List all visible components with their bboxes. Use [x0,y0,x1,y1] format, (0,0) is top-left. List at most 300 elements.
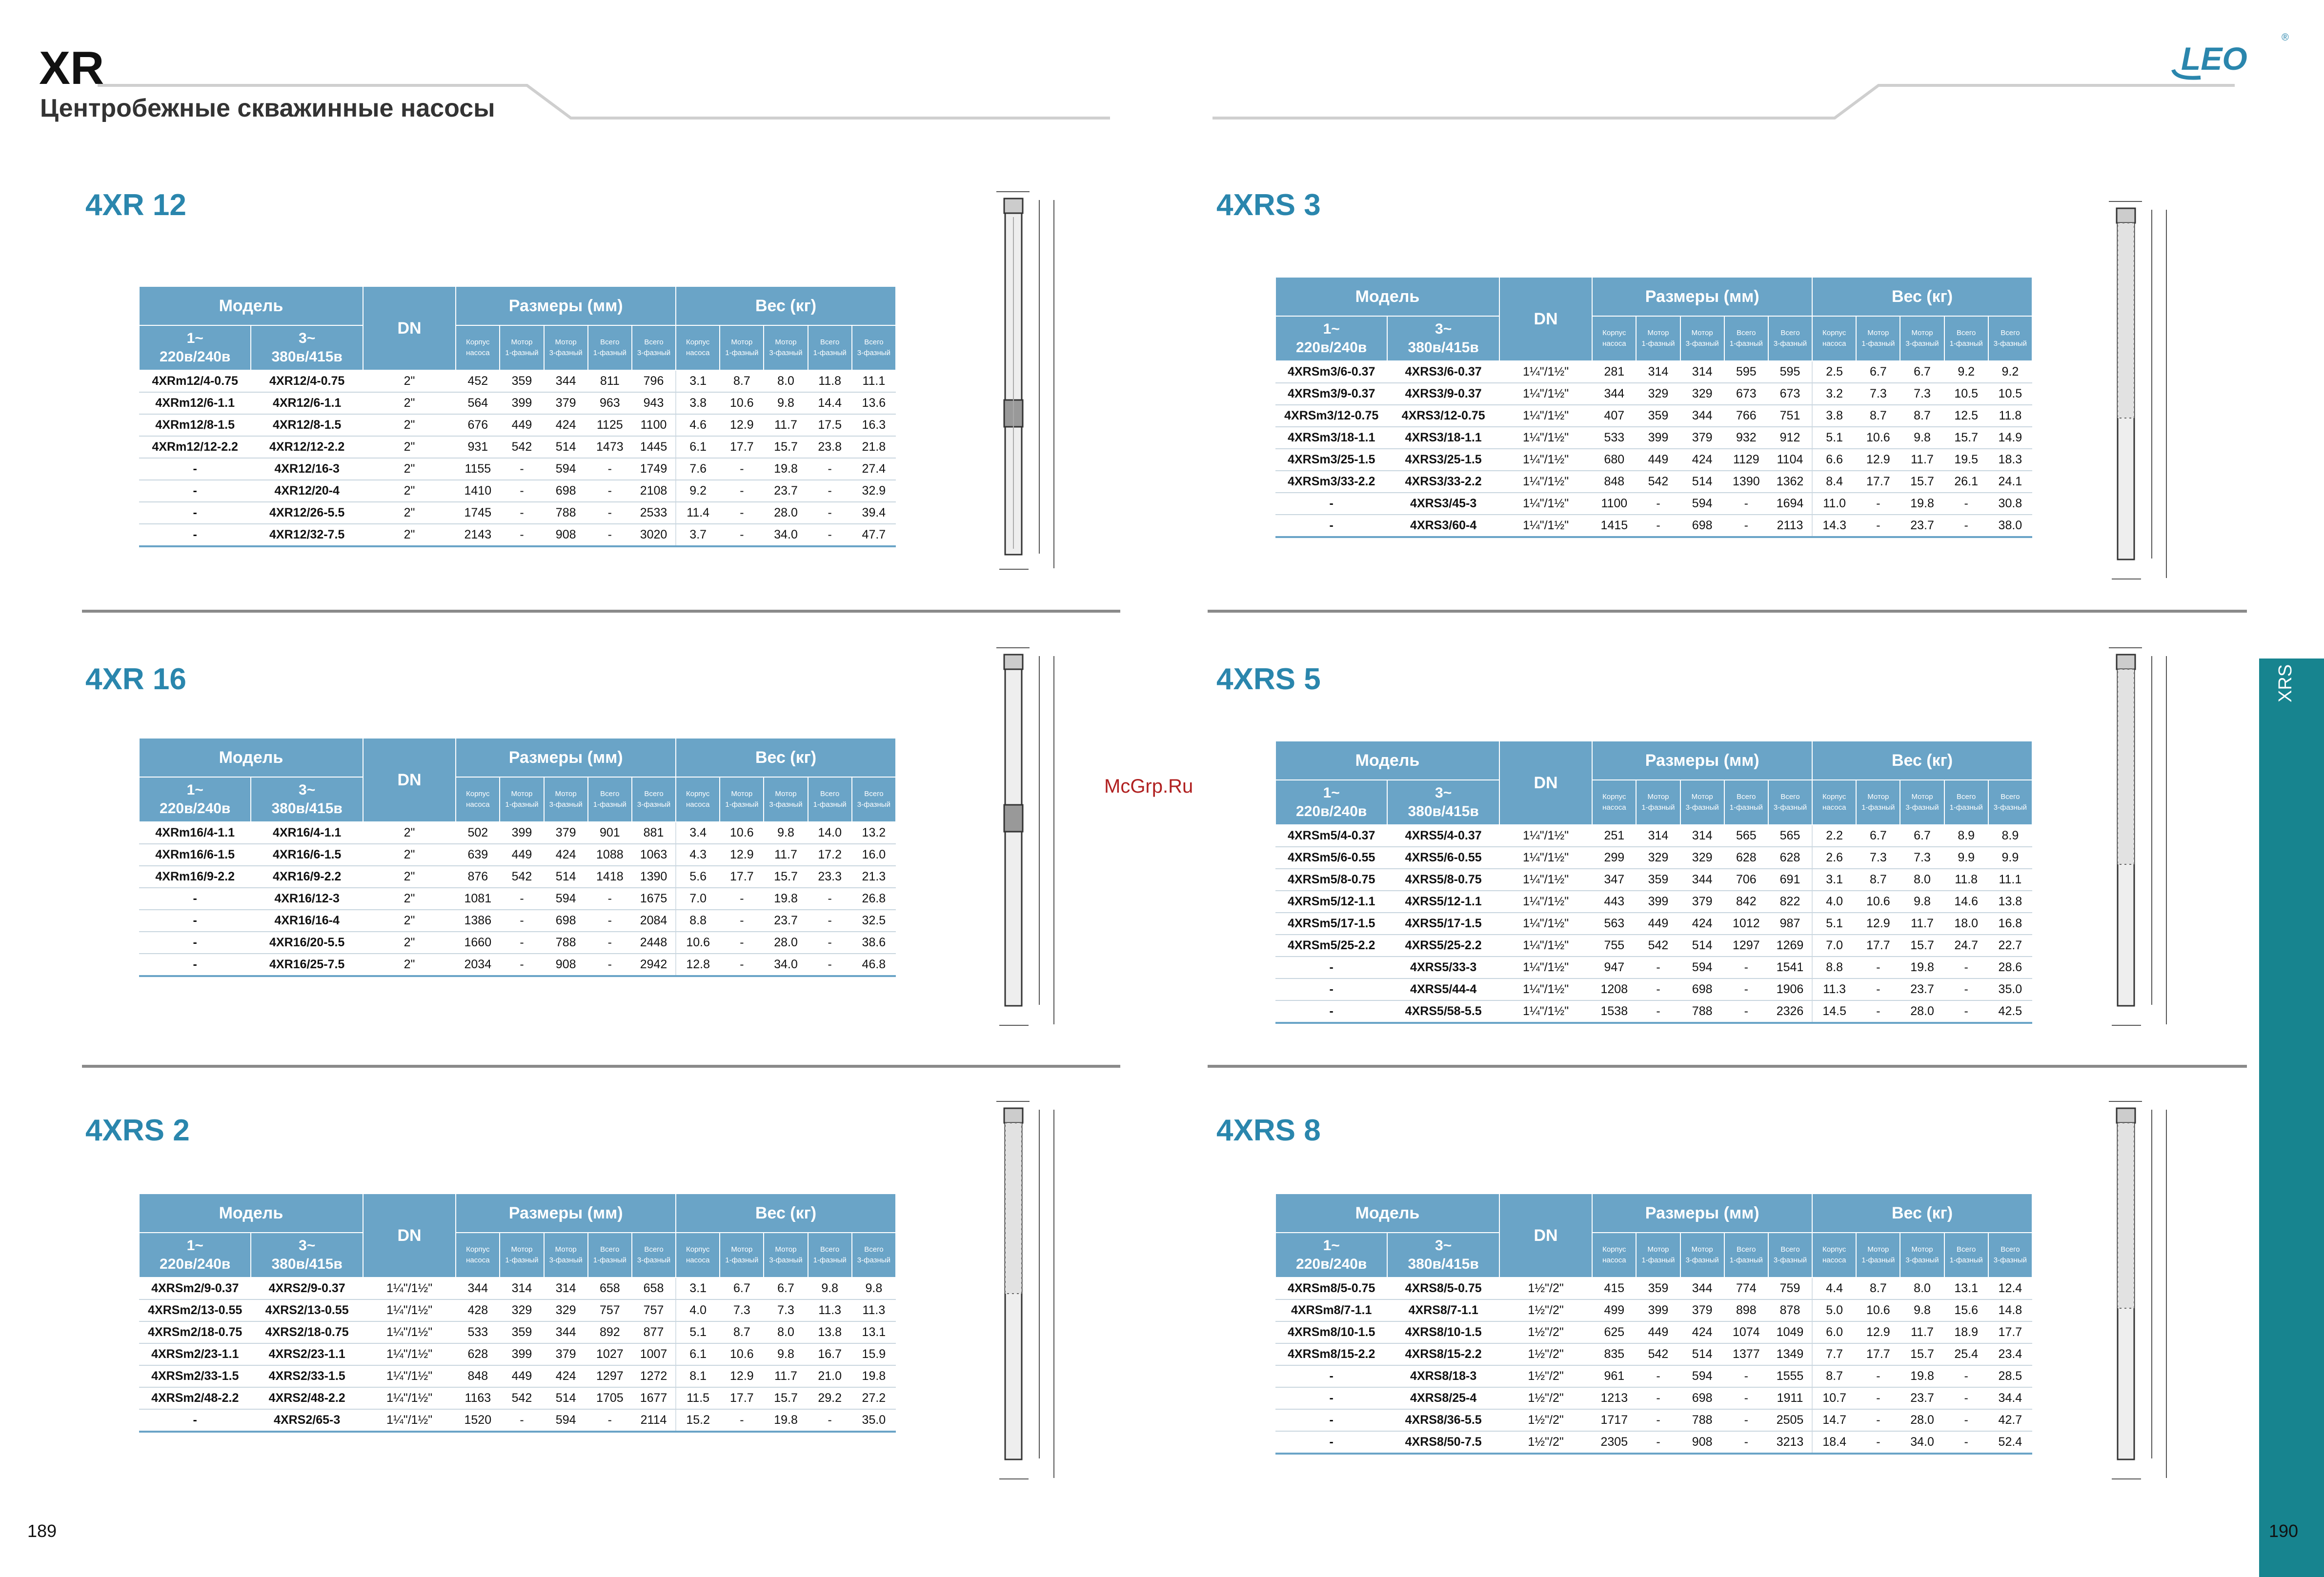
table-cell: 8.7 [1856,405,1900,427]
table-cell: 908 [544,954,588,976]
table-cell: 625 [1592,1321,1636,1343]
table-cell: 1208 [1592,978,1636,1000]
table-cell: 698 [1680,1387,1724,1409]
table-row [1275,493,2032,515]
table-cell: 1677 [632,1387,676,1409]
table-cell: 4XRS3/45-3 [1387,493,1499,515]
table-cell: 4XR12/6-1.1 [251,392,363,414]
header-subcolumn: Всего 3-фазный [1988,1233,2032,1278]
table-cell: - [500,888,544,910]
header-three-phase: 3~ 380в/415в [251,1233,363,1278]
table-row [139,436,896,458]
table-cell: 424 [1680,913,1724,935]
header-subcolumn: Корпус насоса [456,1233,500,1278]
table-cell: 8.7 [1856,869,1900,891]
table-cell: - [808,910,852,932]
table-cell: 28.5 [1988,1365,2032,1387]
table-cell: 4XRS8/10-1.5 [1387,1321,1499,1343]
table-cell: 514 [544,1387,588,1409]
table-cell: 11.8 [1944,869,1988,891]
svg-text:®: ® [2282,32,2289,43]
header-sizes: Размеры (мм) [456,738,676,777]
table-cell: 1049 [1768,1321,1812,1343]
table-cell: 24.1 [1988,471,2032,493]
table-row [1275,935,2032,957]
header-sizes: Размеры (мм) [1592,277,1812,316]
table-cell: 12.9 [720,414,764,436]
table-cell: 13.8 [1988,891,2032,913]
table-cell: 9.9 [1988,847,2032,869]
table-cell: 12.9 [720,1365,764,1387]
header-subcolumn: Всего 1-фазный [588,325,632,370]
table-row [139,954,896,976]
table-cell: 18.0 [1944,913,1988,935]
header-subcolumn: Всего 3-фазный [1988,316,2032,361]
table-row [139,1387,896,1409]
series-title: XR [39,42,104,94]
table-cell: 1½"/2" [1499,1409,1592,1431]
table-cell: 4XR16/20-5.5 [251,932,363,954]
table-cell: 449 [500,414,544,436]
table-cell: 1088 [588,844,632,866]
table-cell: 542 [1636,471,1680,493]
table-cell: 4XRSm2/33-1.5 [139,1365,251,1387]
section-title-4xr12: 4XR 12 [85,188,186,222]
table-cell: 34.4 [1988,1387,2032,1409]
table-cell: 443 [1592,891,1636,913]
table-cell: 1386 [456,910,500,932]
table-cell: 4XRS2/9-0.37 [251,1278,363,1299]
table-cell: 8.7 [720,1321,764,1343]
spec-table-4xrs2 [139,1193,896,1433]
table-cell: 5.1 [676,1321,720,1343]
table-cell: 359 [1636,869,1680,891]
table-cell: 912 [1768,427,1812,449]
table-cell: 4XRm12/6-1.1 [139,392,251,414]
leo-logo [2166,27,2298,85]
table-cell: 7.3 [1900,383,1944,405]
header-model: Модель [1275,1194,1499,1233]
table-cell: - [808,480,852,502]
table-cell: 4XR12/32-7.5 [251,524,363,546]
table-cell: 379 [1680,427,1724,449]
table-cell: 706 [1724,869,1768,891]
table-cell: 9.8 [1900,891,1944,913]
header-subcolumn: Мотор 3-фазный [544,1233,588,1278]
table-cell: - [139,954,251,976]
header-subcolumn: Всего 1-фазный [1724,1233,1768,1278]
header-subcolumn: Мотор 3-фазный [764,1233,808,1278]
table-cell: 7.0 [676,888,720,910]
header-rule-right [1205,73,2303,122]
table-cell: 424 [1680,1321,1724,1343]
table-row [1275,361,2032,383]
table-cell: 18.4 [1812,1431,1856,1454]
table-cell: 1717 [1592,1409,1636,1431]
table-cell: 7.3 [1900,847,1944,869]
table-cell: 10.6 [676,932,720,954]
header-subcolumn: Всего 1-фазный [808,1233,852,1278]
header-subcolumn: Всего 3-фазный [852,325,896,370]
logo-text: LEO [2181,40,2247,77]
table-cell: 6.7 [1900,361,1944,383]
header-sizes: Размеры (мм) [1592,741,1812,780]
table-cell: - [720,1409,764,1432]
table-cell: 415 [1592,1278,1636,1299]
table-cell: 1520 [456,1409,500,1432]
table-cell: 8.0 [1900,1278,1944,1299]
table-cell: - [808,524,852,546]
table-cell: 822 [1768,891,1812,913]
header-model: Модель [1275,277,1499,316]
table-cell: - [1724,978,1768,1000]
table-cell: 4XRS8/7-1.1 [1387,1299,1499,1321]
table-cell: - [808,932,852,954]
table-cell: 15.7 [764,1387,808,1409]
table-row [139,866,896,888]
table-cell: 1½"/2" [1499,1278,1592,1299]
section-divider [1208,1065,2247,1068]
header-weight: Вес (кг) [676,286,896,325]
table-cell: 47.7 [852,524,896,546]
table-cell: 16.7 [808,1343,852,1365]
table-cell: 344 [456,1278,500,1299]
pump-drawing [2098,644,2181,1034]
table-cell: - [500,502,544,524]
table-cell: 28.0 [764,932,808,954]
header-dn: DN [363,1194,456,1278]
table-cell: 1¼"/1½" [1499,493,1592,515]
header-subcolumn: Всего 3-фазный [632,1233,676,1278]
table-cell: 2533 [632,502,676,524]
table-cell: 2034 [456,954,500,976]
table-cell: 892 [588,1321,632,1343]
table-cell: - [720,954,764,976]
table-row [1275,471,2032,493]
page-number-right: 190 [2269,1521,2299,1541]
table-cell: 18.9 [1944,1321,1988,1343]
table-cell: 7.3 [1856,383,1900,405]
table-cell: 1074 [1724,1321,1768,1343]
table-cell: 1¼"/1½" [1499,957,1592,978]
table-cell: 12.4 [1988,1278,2032,1299]
table-cell: 680 [1592,449,1636,471]
table-cell: 13.1 [852,1321,896,1343]
table-cell: - [1724,1431,1768,1454]
table-cell: 52.4 [1988,1431,2032,1454]
table-cell: 514 [544,436,588,458]
table-cell: 6.7 [1900,825,1944,847]
table-cell: 13.2 [852,822,896,844]
table-cell: 28.0 [1900,1409,1944,1431]
table-cell: 4XRS8/5-0.75 [1387,1278,1499,1299]
header-dn: DN [363,738,456,822]
table-cell: 4XRS3/18-1.1 [1387,427,1499,449]
header-subcolumn: Мотор 1-фазный [500,777,544,822]
table-cell: 11.3 [808,1299,852,1321]
table-cell: - [139,502,251,524]
table-cell: - [1724,515,1768,537]
header-subcolumn: Всего 3-фазный [852,777,896,822]
table-cell: 12.9 [1856,1321,1900,1343]
table-cell: 21.3 [852,866,896,888]
table-cell: 2942 [632,954,676,976]
table-cell: 4XRSm5/6-0.55 [1275,847,1387,869]
table-cell: 359 [1636,405,1680,427]
table-cell: 6.1 [676,1343,720,1365]
table-cell: 788 [544,932,588,954]
table-cell: - [1724,1365,1768,1387]
table-cell: 399 [1636,891,1680,913]
table-row [139,458,896,480]
table-cell: 399 [500,392,544,414]
table-cell: 514 [544,866,588,888]
header-subcolumn: Всего 1-фазный [1724,780,1768,825]
table-cell: 3.8 [676,392,720,414]
table-cell: 628 [1768,847,1812,869]
table-cell: 565 [1768,825,1812,847]
table-cell: 11.1 [852,370,896,392]
table-cell: - [1856,978,1900,1000]
table-cell: 17.7 [720,1387,764,1409]
table-row [1275,383,2032,405]
table-cell: 314 [1636,361,1680,383]
table-cell: 4XRS3/9-0.37 [1387,383,1499,405]
table-row [1275,891,2032,913]
table-cell: 1349 [1768,1343,1812,1365]
table-row [1275,978,2032,1000]
table-cell: - [808,502,852,524]
table-cell: 9.8 [764,392,808,414]
header-weight: Вес (кг) [1812,741,2032,780]
table-cell: 4XRm12/8-1.5 [139,414,251,436]
table-cell: - [588,1409,632,1432]
table-cell: 1063 [632,844,676,866]
table-cell: 15.7 [764,436,808,458]
table-cell: - [1636,493,1680,515]
table-cell: 4XRS5/6-0.55 [1387,847,1499,869]
watermark: McGrp.Ru [1104,776,1193,797]
table-cell: 4XRSm8/7-1.1 [1275,1299,1387,1321]
header-subcolumn: Мотор 3-фазный [1900,316,1944,361]
table-cell: 932 [1724,427,1768,449]
header-subcolumn: Мотор 3-фазный [544,777,588,822]
table-cell: 424 [1680,449,1724,471]
table-cell: 1473 [588,436,632,458]
table-cell: 2" [363,370,456,392]
table-cell: 1377 [1724,1343,1768,1365]
table-cell: 13.6 [852,392,896,414]
spec-table-4xrs8 [1275,1193,2033,1455]
table-cell: 961 [1592,1365,1636,1387]
table-row [139,370,896,392]
table-cell: 23.7 [1900,515,1944,537]
table-cell: 16.0 [852,844,896,866]
table-cell: 1675 [632,888,676,910]
table-cell: 1269 [1768,935,1812,957]
table-cell: 4XRSm5/25-2.2 [1275,935,1387,957]
table-cell: 14.7 [1812,1409,1856,1431]
table-cell: 4XRSm8/10-1.5 [1275,1321,1387,1343]
header-single-phase: 1~ 220в/240в [1275,316,1387,361]
table-cell: 9.2 [1988,361,2032,383]
table-cell: 533 [1592,427,1636,449]
table-cell: 533 [456,1321,500,1343]
table-cell: 15.2 [676,1409,720,1432]
table-cell: - [139,1409,251,1432]
table-cell: 329 [1636,383,1680,405]
table-cell: 9.2 [676,480,720,502]
header-subcolumn: Мотор 1-фазный [500,1233,544,1278]
table-cell: 2" [363,458,456,480]
header-subcolumn: Всего 1-фазный [588,777,632,822]
table-cell: 329 [1636,847,1680,869]
table-cell: 28.0 [764,502,808,524]
header-subcolumn: Мотор 1-фазный [1636,316,1680,361]
table-cell: 15.9 [852,1343,896,1365]
table-cell: 38.6 [852,932,896,954]
table-cell: 299 [1592,847,1636,869]
table-cell: - [500,954,544,976]
table-cell: 8.7 [1900,405,1944,427]
table-cell: 30.8 [1988,493,2032,515]
table-cell: 766 [1724,405,1768,427]
table-cell: 21.8 [852,436,896,458]
table-cell: 18.3 [1988,449,2032,471]
table-cell: 6.7 [720,1278,764,1299]
table-row [1275,1278,2032,1299]
table-cell: 6.0 [1812,1321,1856,1343]
table-cell: 751 [1768,405,1812,427]
table-cell: 34.0 [1900,1431,1944,1454]
series-side-tab [2259,659,2324,1577]
table-cell: - [1856,1387,1900,1409]
table-cell: 379 [544,822,588,844]
table-cell: 15.7 [1900,1343,1944,1365]
table-cell: 1¼"/1½" [1499,978,1592,1000]
table-cell: 15.7 [1900,935,1944,957]
table-cell: 11.7 [764,844,808,866]
table-row [1275,1431,2032,1454]
table-cell: 10.6 [720,1343,764,1365]
table-cell: 4XRm12/4-0.75 [139,370,251,392]
table-cell: 17.7 [1856,935,1900,957]
table-cell: 19.5 [1944,449,1988,471]
header-subcolumn: Мотор 1-фазный [1856,780,1900,825]
table-cell: 27.2 [852,1387,896,1409]
header-subcolumn: Всего 1-фазный [588,1233,632,1278]
table-cell: 35.0 [852,1409,896,1432]
header-subcolumn: Всего 3-фазный [1768,780,1812,825]
header-subcolumn: Мотор 1-фазный [720,325,764,370]
table-cell: 1705 [588,1387,632,1409]
table-cell: - [1724,957,1768,978]
table-cell: 3.7 [676,524,720,546]
table-cell: 19.8 [1900,1365,1944,1387]
table-cell: 3020 [632,524,676,546]
table-cell: 17.2 [808,844,852,866]
table-cell: 1¼"/1½" [363,1387,456,1409]
table-cell: 1¼"/1½" [1499,1000,1592,1023]
table-cell: 1¼"/1½" [363,1343,456,1365]
table-cell: 314 [1636,825,1680,847]
table-cell: 329 [1680,383,1724,405]
table-cell: 4XRS3/33-2.2 [1387,471,1499,493]
table-cell: 3.2 [1812,383,1856,405]
table-cell: 514 [1680,935,1724,957]
table-cell: 12.9 [1856,449,1900,471]
table-cell: 1½"/2" [1499,1343,1592,1365]
table-cell: - [1275,1409,1387,1431]
side-tab-label: XRS [2275,664,2296,702]
table-cell: 4XRSm3/18-1.1 [1275,427,1387,449]
table-row [139,524,896,546]
header-subcolumn: Всего 1-фазный [1944,780,1988,825]
table-cell: 9.8 [852,1278,896,1299]
table-cell: 4XRS2/18-0.75 [251,1321,363,1343]
table-cell: 4XR16/25-7.5 [251,954,363,976]
table-cell: 46.8 [852,954,896,976]
table-cell: 4.0 [1812,891,1856,913]
table-cell: - [1275,1387,1387,1409]
table-cell: 42.7 [1988,1409,2032,1431]
table-cell: 7.3 [764,1299,808,1321]
header-subcolumn: Мотор 3-фазный [1680,316,1724,361]
header-subcolumn: Всего 3-фазный [632,325,676,370]
table-cell: 542 [500,1387,544,1409]
pump-drawing [2098,1098,2181,1488]
table-cell: - [1724,1409,1768,1431]
table-cell: 4XRS8/36-5.5 [1387,1409,1499,1431]
table-cell: 4XRm16/4-1.1 [139,822,251,844]
header-subcolumn: Мотор 3-фазный [1900,780,1944,825]
table-cell: 658 [588,1278,632,1299]
table-row [1275,1409,2032,1431]
table-cell: - [808,954,852,976]
header-model: Модель [1275,741,1499,780]
table-row [1275,913,2032,935]
header-weight: Вес (кг) [1812,1194,2032,1233]
table-cell: 4XRSm2/18-0.75 [139,1321,251,1343]
table-cell: 8.9 [1944,825,1988,847]
section-divider [1208,610,2247,613]
table-cell: 1½"/2" [1499,1365,1592,1387]
table-cell: 19.8 [852,1365,896,1387]
table-cell: 628 [1724,847,1768,869]
table-cell: - [1944,978,1988,1000]
table-cell: 7.7 [1812,1343,1856,1365]
table-cell: - [1856,515,1900,537]
table-cell: 11.7 [1900,913,1944,935]
table-row [1275,847,2032,869]
table-cell: 314 [544,1278,588,1299]
section-title-4xrs2: 4XRS 2 [85,1114,190,1147]
table-cell: - [1856,1431,1900,1454]
table-cell: 757 [588,1299,632,1321]
table-cell: 11.3 [852,1299,896,1321]
table-cell: 2305 [1592,1431,1636,1454]
table-cell: 898 [1724,1299,1768,1321]
spec-table-4xrs5 [1275,740,2033,1024]
table-cell: 1100 [1592,493,1636,515]
table-cell: 13.1 [1944,1278,1988,1299]
table-cell: 1½"/2" [1499,1387,1592,1409]
header-subcolumn: Мотор 3-фазный [1680,1233,1724,1278]
header-subcolumn: Корпус насоса [1592,780,1636,825]
table-cell: 21.0 [808,1365,852,1387]
table-cell: 931 [456,436,500,458]
header-subcolumn: Мотор 3-фазный [1900,1233,1944,1278]
